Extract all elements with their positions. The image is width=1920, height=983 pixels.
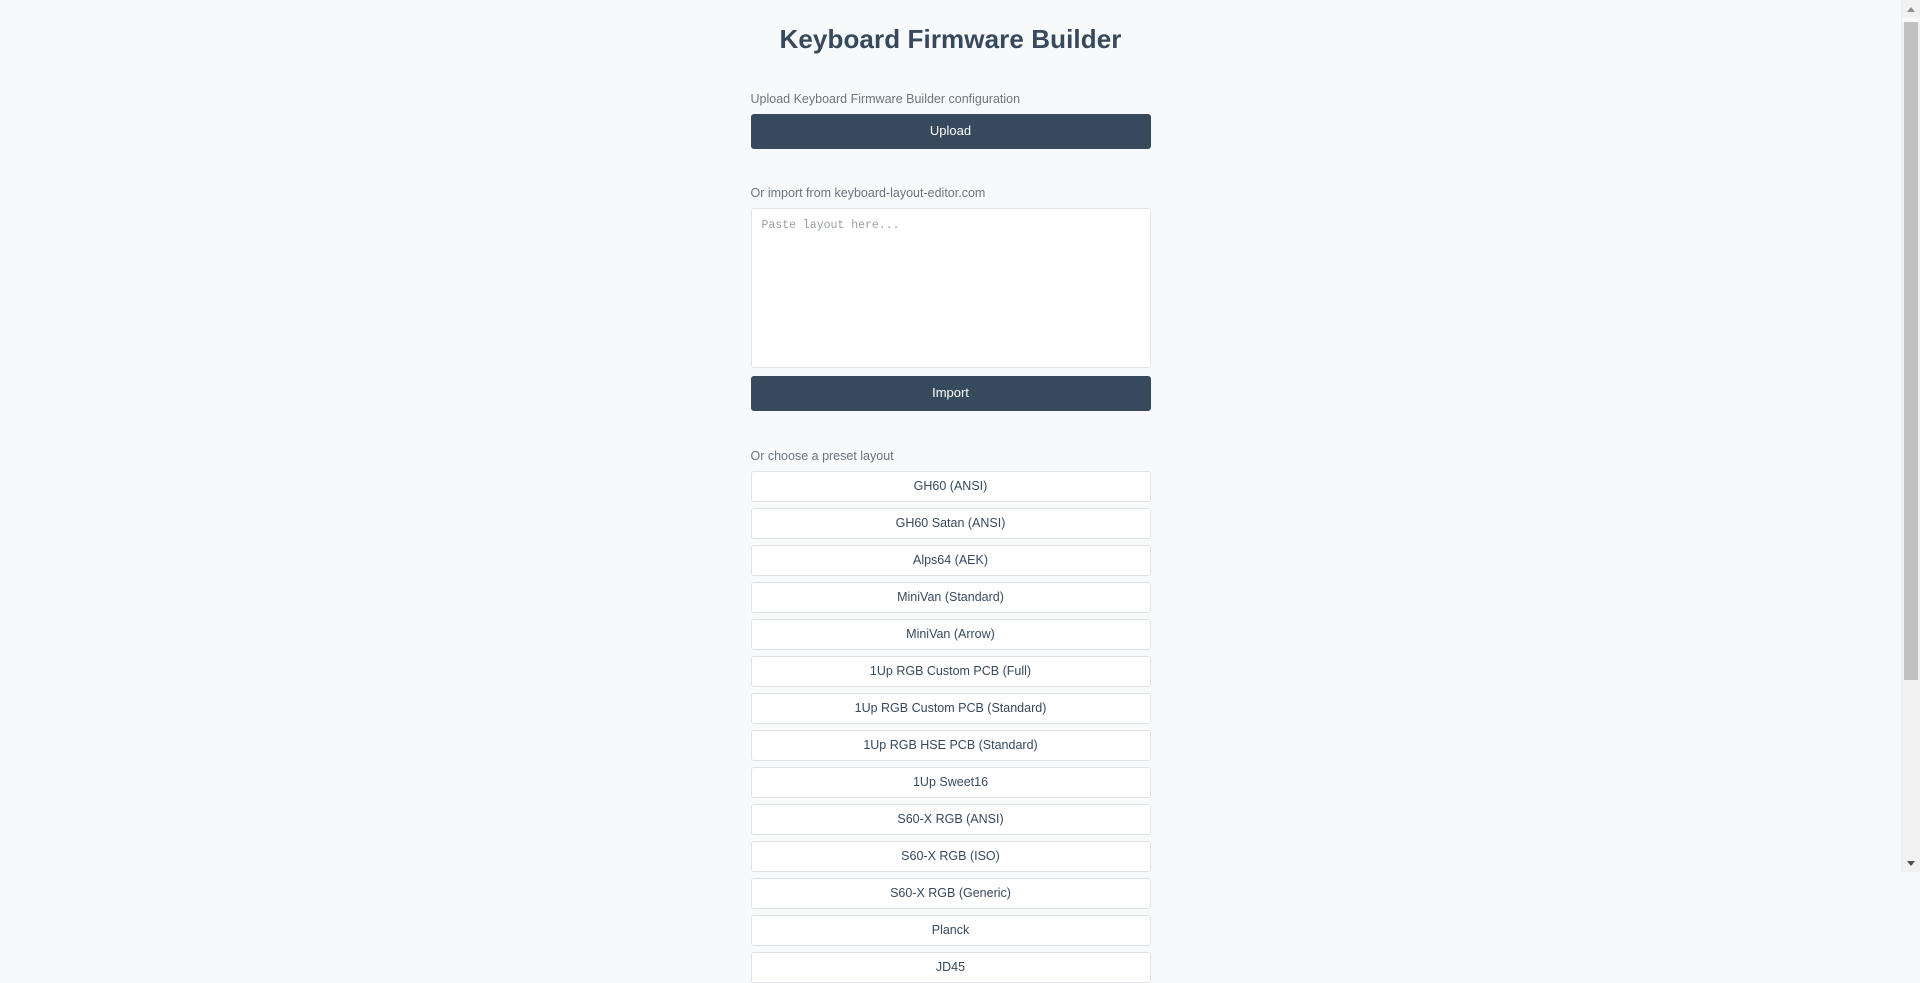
preset-layout-button[interactable]: 1Up RGB HSE PCB (Standard) [751, 730, 1151, 761]
preset-layout-list [751, 471, 1151, 983]
preset-layout-button[interactable]: Planck [751, 915, 1151, 946]
preset-layout-button[interactable]: GH60 (ANSI) [751, 471, 1151, 502]
preset-layout-button[interactable]: S60-X RGB (ISO) [751, 841, 1151, 872]
preset-layout-button[interactable]: S60-X RGB (Generic) [751, 878, 1151, 909]
preset-section [751, 448, 1151, 983]
preset-layout-button[interactable]: 1Up Sweet16 [751, 767, 1151, 798]
import-section [751, 185, 1151, 411]
preset-layout-button[interactable]: S60-X RGB (ANSI) [751, 804, 1151, 835]
upload-section-label: Upload Keyboard Firmware Builder configuration [750, 92, 1021, 106]
layout-paste-input[interactable] [751, 208, 1151, 368]
preset-layout-button[interactable]: MiniVan (Standard) [751, 582, 1151, 613]
page-title: Keyboard Firmware Builder [779, 24, 1122, 54]
upload-section [751, 91, 1151, 149]
preset-layout-button[interactable]: JD45 [751, 952, 1151, 983]
preset-layout-button[interactable]: MiniVan (Arrow) [751, 619, 1151, 650]
scrollbar-thumb[interactable] [1904, 22, 1918, 680]
chevron-up-icon [1907, 7, 1915, 12]
preset-layout-button[interactable]: GH60 Satan (ANSI) [751, 508, 1151, 539]
vertical-scrollbar[interactable] [1901, 0, 1920, 872]
import-section-label: Or import from keyboard-layout-editor.com [750, 186, 986, 200]
scroll-up-button[interactable] [1902, 0, 1920, 18]
preset-section-label: Or choose a preset layout [750, 449, 894, 463]
content-container [751, 0, 1151, 983]
chevron-down-icon [1907, 861, 1915, 866]
import-button[interactable]: Import [751, 376, 1151, 411]
preset-layout-button[interactable]: Alps64 (AEK) [751, 545, 1151, 576]
preset-layout-button[interactable]: 1Up RGB Custom PCB (Full) [751, 656, 1151, 687]
preset-layout-button[interactable]: 1Up RGB Custom PCB (Standard) [751, 693, 1151, 724]
upload-button[interactable]: Upload [751, 114, 1151, 149]
scroll-down-button[interactable] [1902, 854, 1920, 872]
